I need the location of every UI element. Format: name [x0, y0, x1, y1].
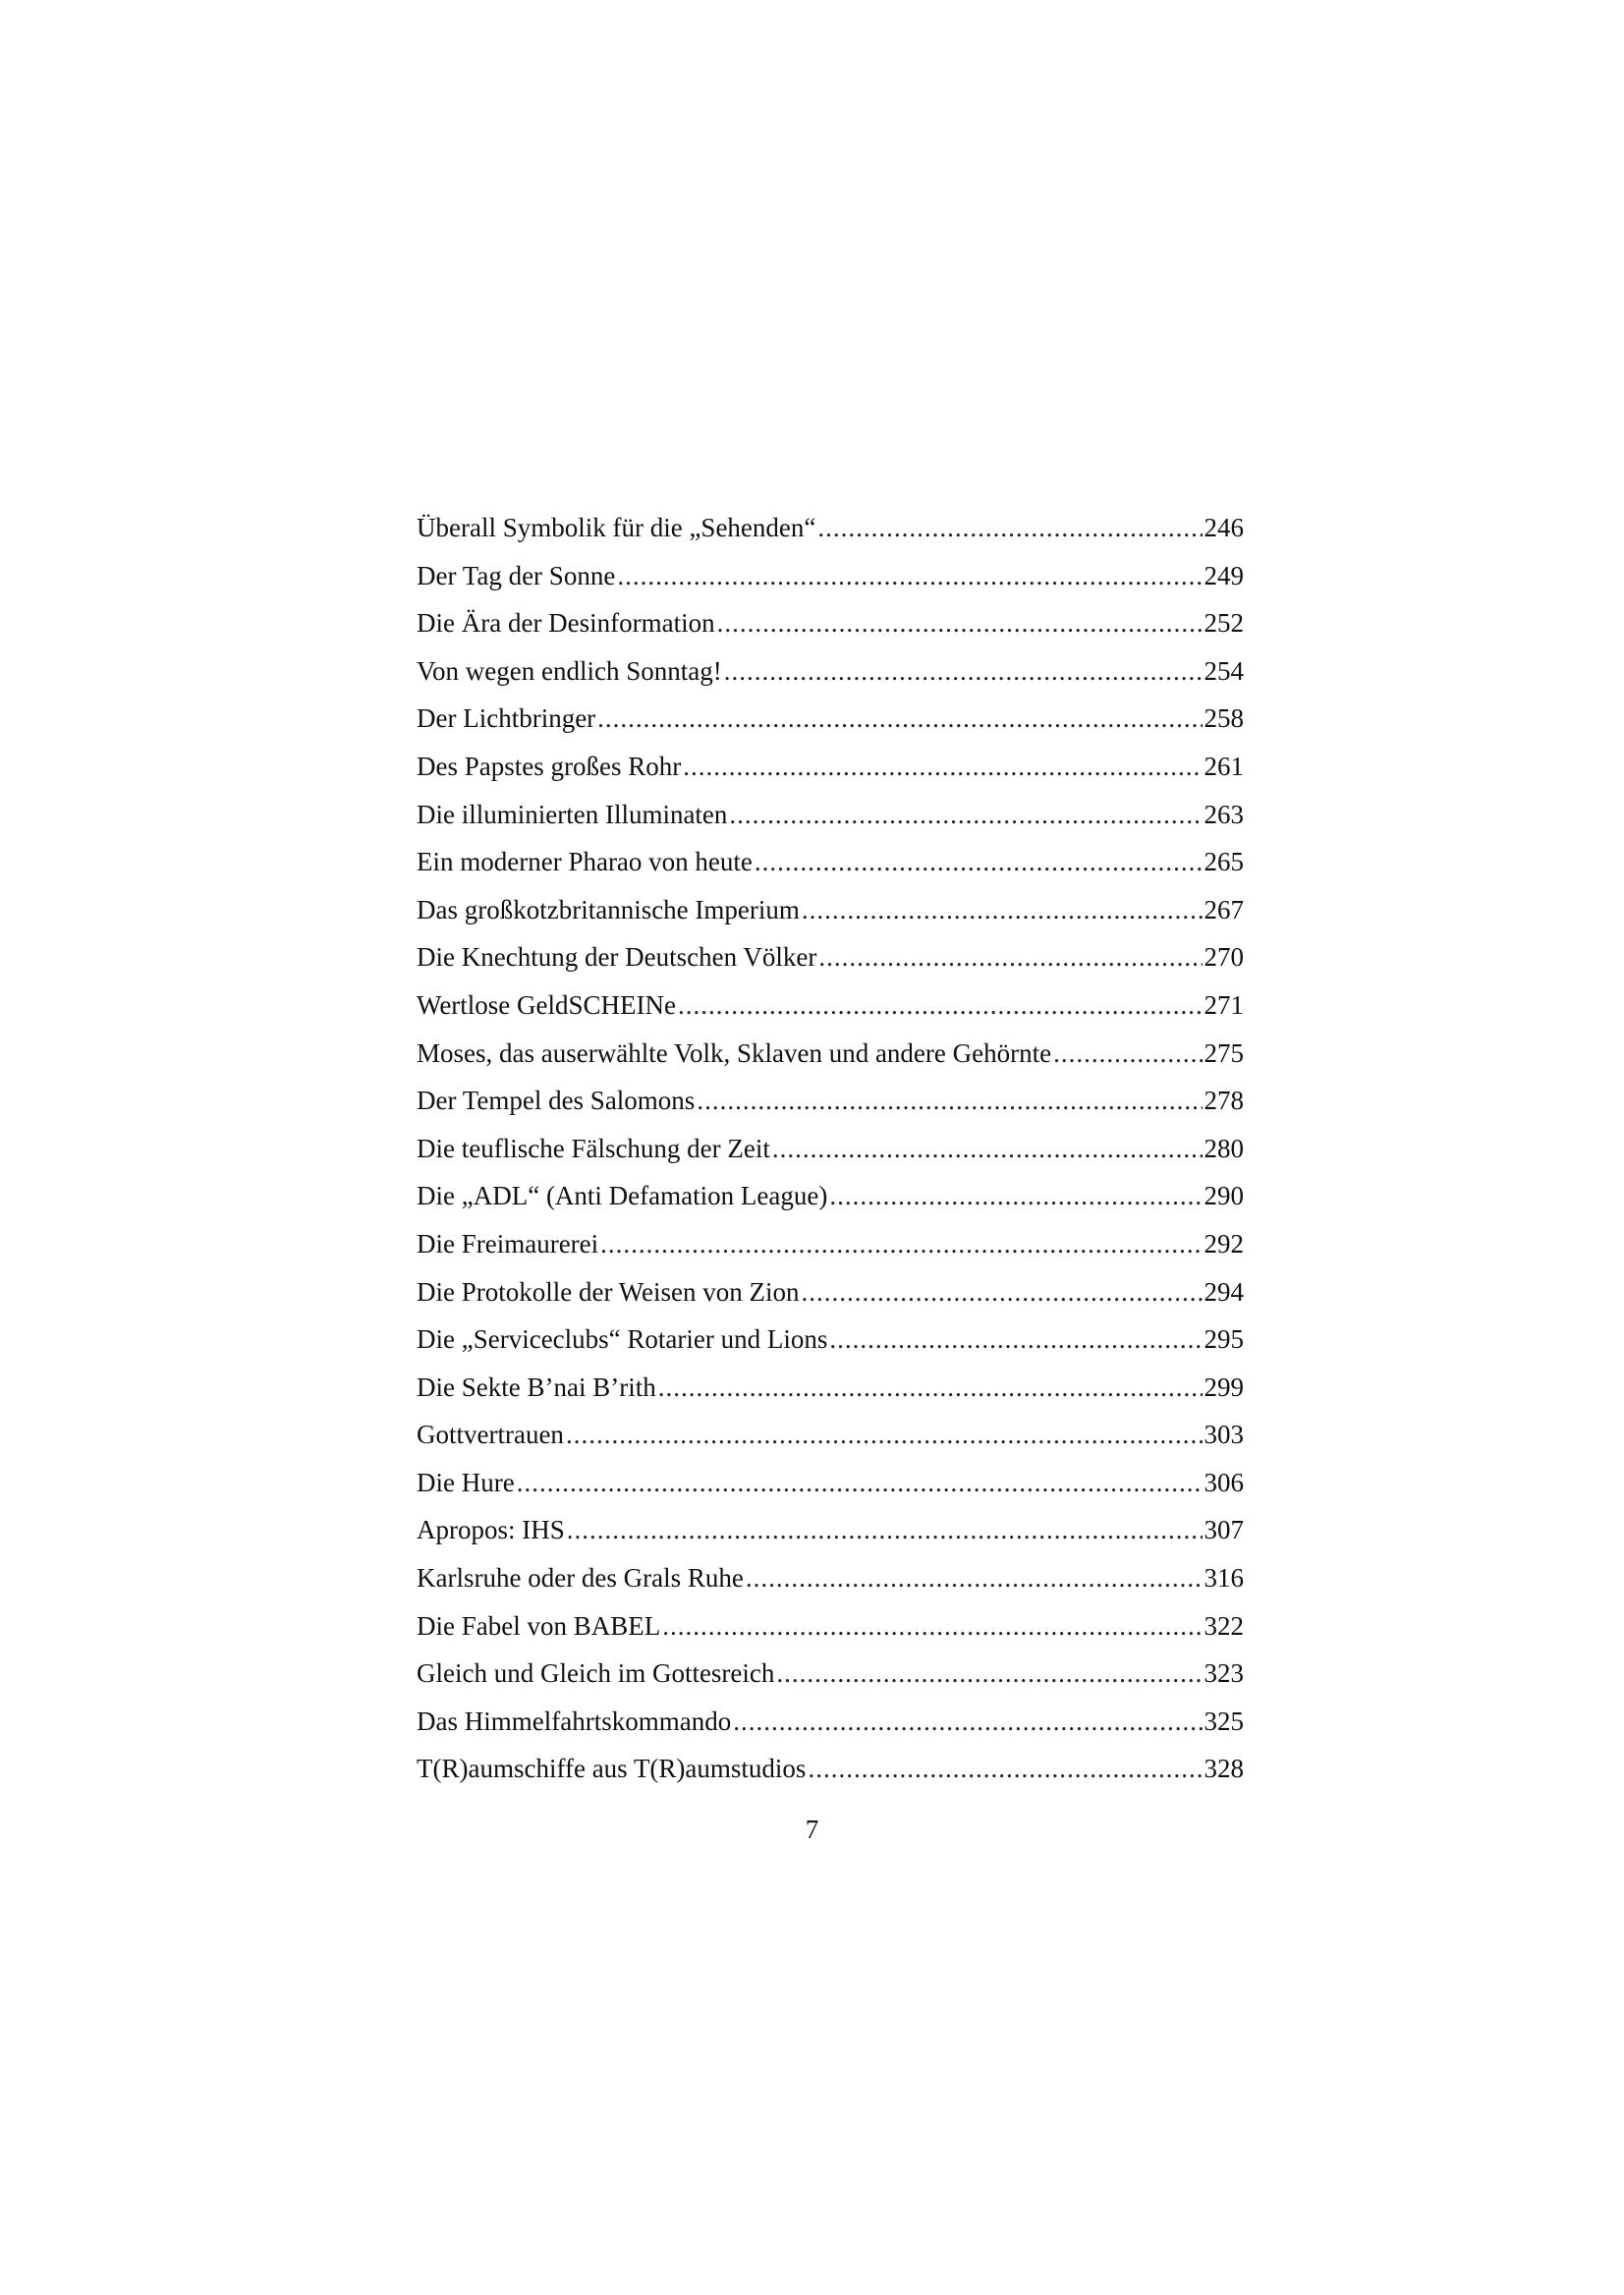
toc-entry-page: 294	[1204, 1276, 1244, 1307]
toc-entry-title: Die illuminierten Illuminaten	[417, 799, 728, 829]
toc-entry	[417, 1077, 1244, 1125]
toc-entry-page: 280	[1204, 1133, 1244, 1163]
toc-entry-title: T(R)aumschiffe aus T(R)aumstudios	[417, 1754, 807, 1784]
toc-entry-title: Moses, das auserwählte Volk, Sklaven und andere Gehörnte	[417, 1037, 1052, 1068]
toc-entry-page: 252	[1204, 608, 1244, 639]
toc-entry	[417, 599, 1244, 647]
toc-entry-page: 290	[1204, 1181, 1244, 1211]
dot-leader	[678, 981, 1202, 1030]
toc-entry-page: 278	[1204, 1086, 1244, 1116]
toc-entry-page: 265	[1204, 847, 1244, 877]
dot-leader	[818, 933, 1202, 981]
toc-entry-page: 323	[1204, 1658, 1244, 1689]
dot-leader	[597, 695, 1202, 743]
dot-leader	[808, 1745, 1202, 1793]
toc-entry-page: 271	[1204, 989, 1244, 1020]
toc-entry-title: Die „ADL“ (Anti Defamation League)	[417, 1181, 828, 1211]
dot-leader	[617, 552, 1202, 600]
dot-leader	[729, 791, 1202, 839]
toc-entry-page: 303	[1204, 1420, 1244, 1450]
toc-entry	[417, 1745, 1244, 1793]
toc-entry	[417, 1459, 1244, 1507]
toc-entry-page: 246	[1204, 513, 1244, 542]
toc-entry	[417, 1698, 1244, 1746]
toc-entry-title: Die teuflische Fälschung der Zeit	[417, 1133, 770, 1163]
toc-entry-page: 275	[1204, 1037, 1244, 1068]
toc-entry-page: 261	[1204, 751, 1244, 781]
toc-entry-page: 254	[1204, 655, 1244, 686]
toc-entry-title: Gottvertrauen	[417, 1420, 564, 1450]
toc-entry	[417, 552, 1244, 600]
dot-leader	[600, 1220, 1202, 1268]
toc-entry-title: Überall Symbolik für die „Sehenden“	[417, 513, 816, 542]
toc-entry	[417, 647, 1244, 696]
dot-leader	[772, 1125, 1203, 1173]
toc-entry	[417, 933, 1244, 981]
toc-entry-title: Die Freimaurerei	[417, 1228, 599, 1259]
toc-entry-title: Apropos: IHS	[417, 1515, 565, 1545]
toc-entry-title: Das großkotzbritannische Imperium	[417, 894, 800, 924]
toc-entry-title: Von wegen endlich Sonntag!	[417, 655, 722, 686]
dot-leader	[697, 1077, 1202, 1125]
toc-entry	[417, 1411, 1244, 1459]
dot-leader	[1053, 1030, 1202, 1078]
toc-entry	[417, 1030, 1244, 1078]
dot-leader	[829, 1172, 1202, 1220]
table-of-contents	[417, 504, 1244, 1793]
toc-entry	[417, 1315, 1244, 1364]
toc-entry-title: Die „Serviceclubs“ Rotarier und Lions	[417, 1324, 828, 1355]
toc-entry	[417, 1364, 1244, 1412]
toc-entry	[417, 981, 1244, 1030]
toc-entry-page: 263	[1204, 799, 1244, 829]
toc-entry-page: 322	[1204, 1610, 1244, 1641]
toc-entry-title: Die Ära der Desinformation	[417, 608, 715, 639]
toc-entry	[417, 1650, 1244, 1698]
dot-leader	[755, 838, 1203, 886]
toc-entry-page: 306	[1204, 1467, 1244, 1497]
page-number: 7	[805, 1815, 819, 1844]
toc-entry	[417, 504, 1244, 552]
dot-leader	[683, 743, 1202, 791]
toc-entry-title: Die Hure	[417, 1467, 515, 1497]
toc-entry-title: Die Fabel von BABEL	[417, 1610, 661, 1641]
toc-entry	[417, 1125, 1244, 1173]
toc-entry-page: 258	[1204, 703, 1244, 734]
toc-entry	[417, 1506, 1244, 1554]
dot-leader	[817, 504, 1202, 552]
toc-entry-page: 325	[1204, 1706, 1244, 1736]
dot-leader	[566, 1411, 1203, 1459]
toc-entry-page: 295	[1204, 1324, 1244, 1355]
dot-leader	[717, 599, 1203, 647]
toc-entry	[417, 1172, 1244, 1220]
dot-leader	[829, 1315, 1202, 1364]
dot-leader	[746, 1554, 1203, 1602]
toc-entry	[417, 1268, 1244, 1316]
toc-entry-page: 267	[1204, 894, 1244, 924]
toc-entry-title: Der Lichtbringer	[417, 703, 596, 734]
toc-entry-page: 328	[1204, 1754, 1244, 1784]
toc-entry-title: Die Sekte B’nai B’rith	[417, 1371, 656, 1402]
dot-leader	[567, 1506, 1203, 1554]
toc-entry	[417, 1602, 1244, 1651]
toc-entry-title: Wertlose GeldSCHEINe	[417, 989, 677, 1020]
toc-entry-page: 270	[1204, 942, 1244, 973]
toc-entry	[417, 695, 1244, 743]
toc-entry-title: Des Papstes großes Rohr	[417, 751, 682, 781]
toc-entry-title: Die Protokolle der Weisen von Zion	[417, 1276, 800, 1307]
toc-entry-page: 316	[1204, 1563, 1244, 1594]
toc-entry-title: Ein moderner Pharao von heute	[417, 847, 753, 877]
toc-entry-page: 292	[1204, 1228, 1244, 1259]
toc-entry-page: 299	[1204, 1371, 1244, 1402]
toc-entry-title: Karlsruhe oder des Grals Ruhe	[417, 1563, 744, 1594]
toc-entry	[417, 791, 1244, 839]
dot-leader	[517, 1459, 1203, 1507]
toc-entry-page: 249	[1204, 560, 1244, 590]
dot-leader	[662, 1602, 1202, 1651]
dot-leader	[776, 1650, 1202, 1698]
dot-leader	[733, 1698, 1202, 1746]
toc-entry	[417, 838, 1244, 886]
toc-entry	[417, 886, 1244, 934]
toc-entry-title: Gleich und Gleich im Gottesreich	[417, 1658, 775, 1689]
toc-entry	[417, 1554, 1244, 1602]
dot-leader	[802, 886, 1203, 934]
toc-entry-title: Die Knechtung der Deutschen Völker	[417, 942, 817, 973]
toc-entry-title: Das Himmelfahrtskommando	[417, 1706, 732, 1736]
dot-leader	[802, 1268, 1203, 1316]
toc-entry	[417, 743, 1244, 791]
dot-leader	[658, 1364, 1203, 1412]
toc-entry-page: 307	[1204, 1515, 1244, 1545]
toc-entry-title: Der Tag der Sonne	[417, 560, 616, 590]
dot-leader	[724, 647, 1203, 696]
toc-entry-title: Der Tempel des Salomons	[417, 1086, 696, 1116]
toc-entry	[417, 1220, 1244, 1268]
